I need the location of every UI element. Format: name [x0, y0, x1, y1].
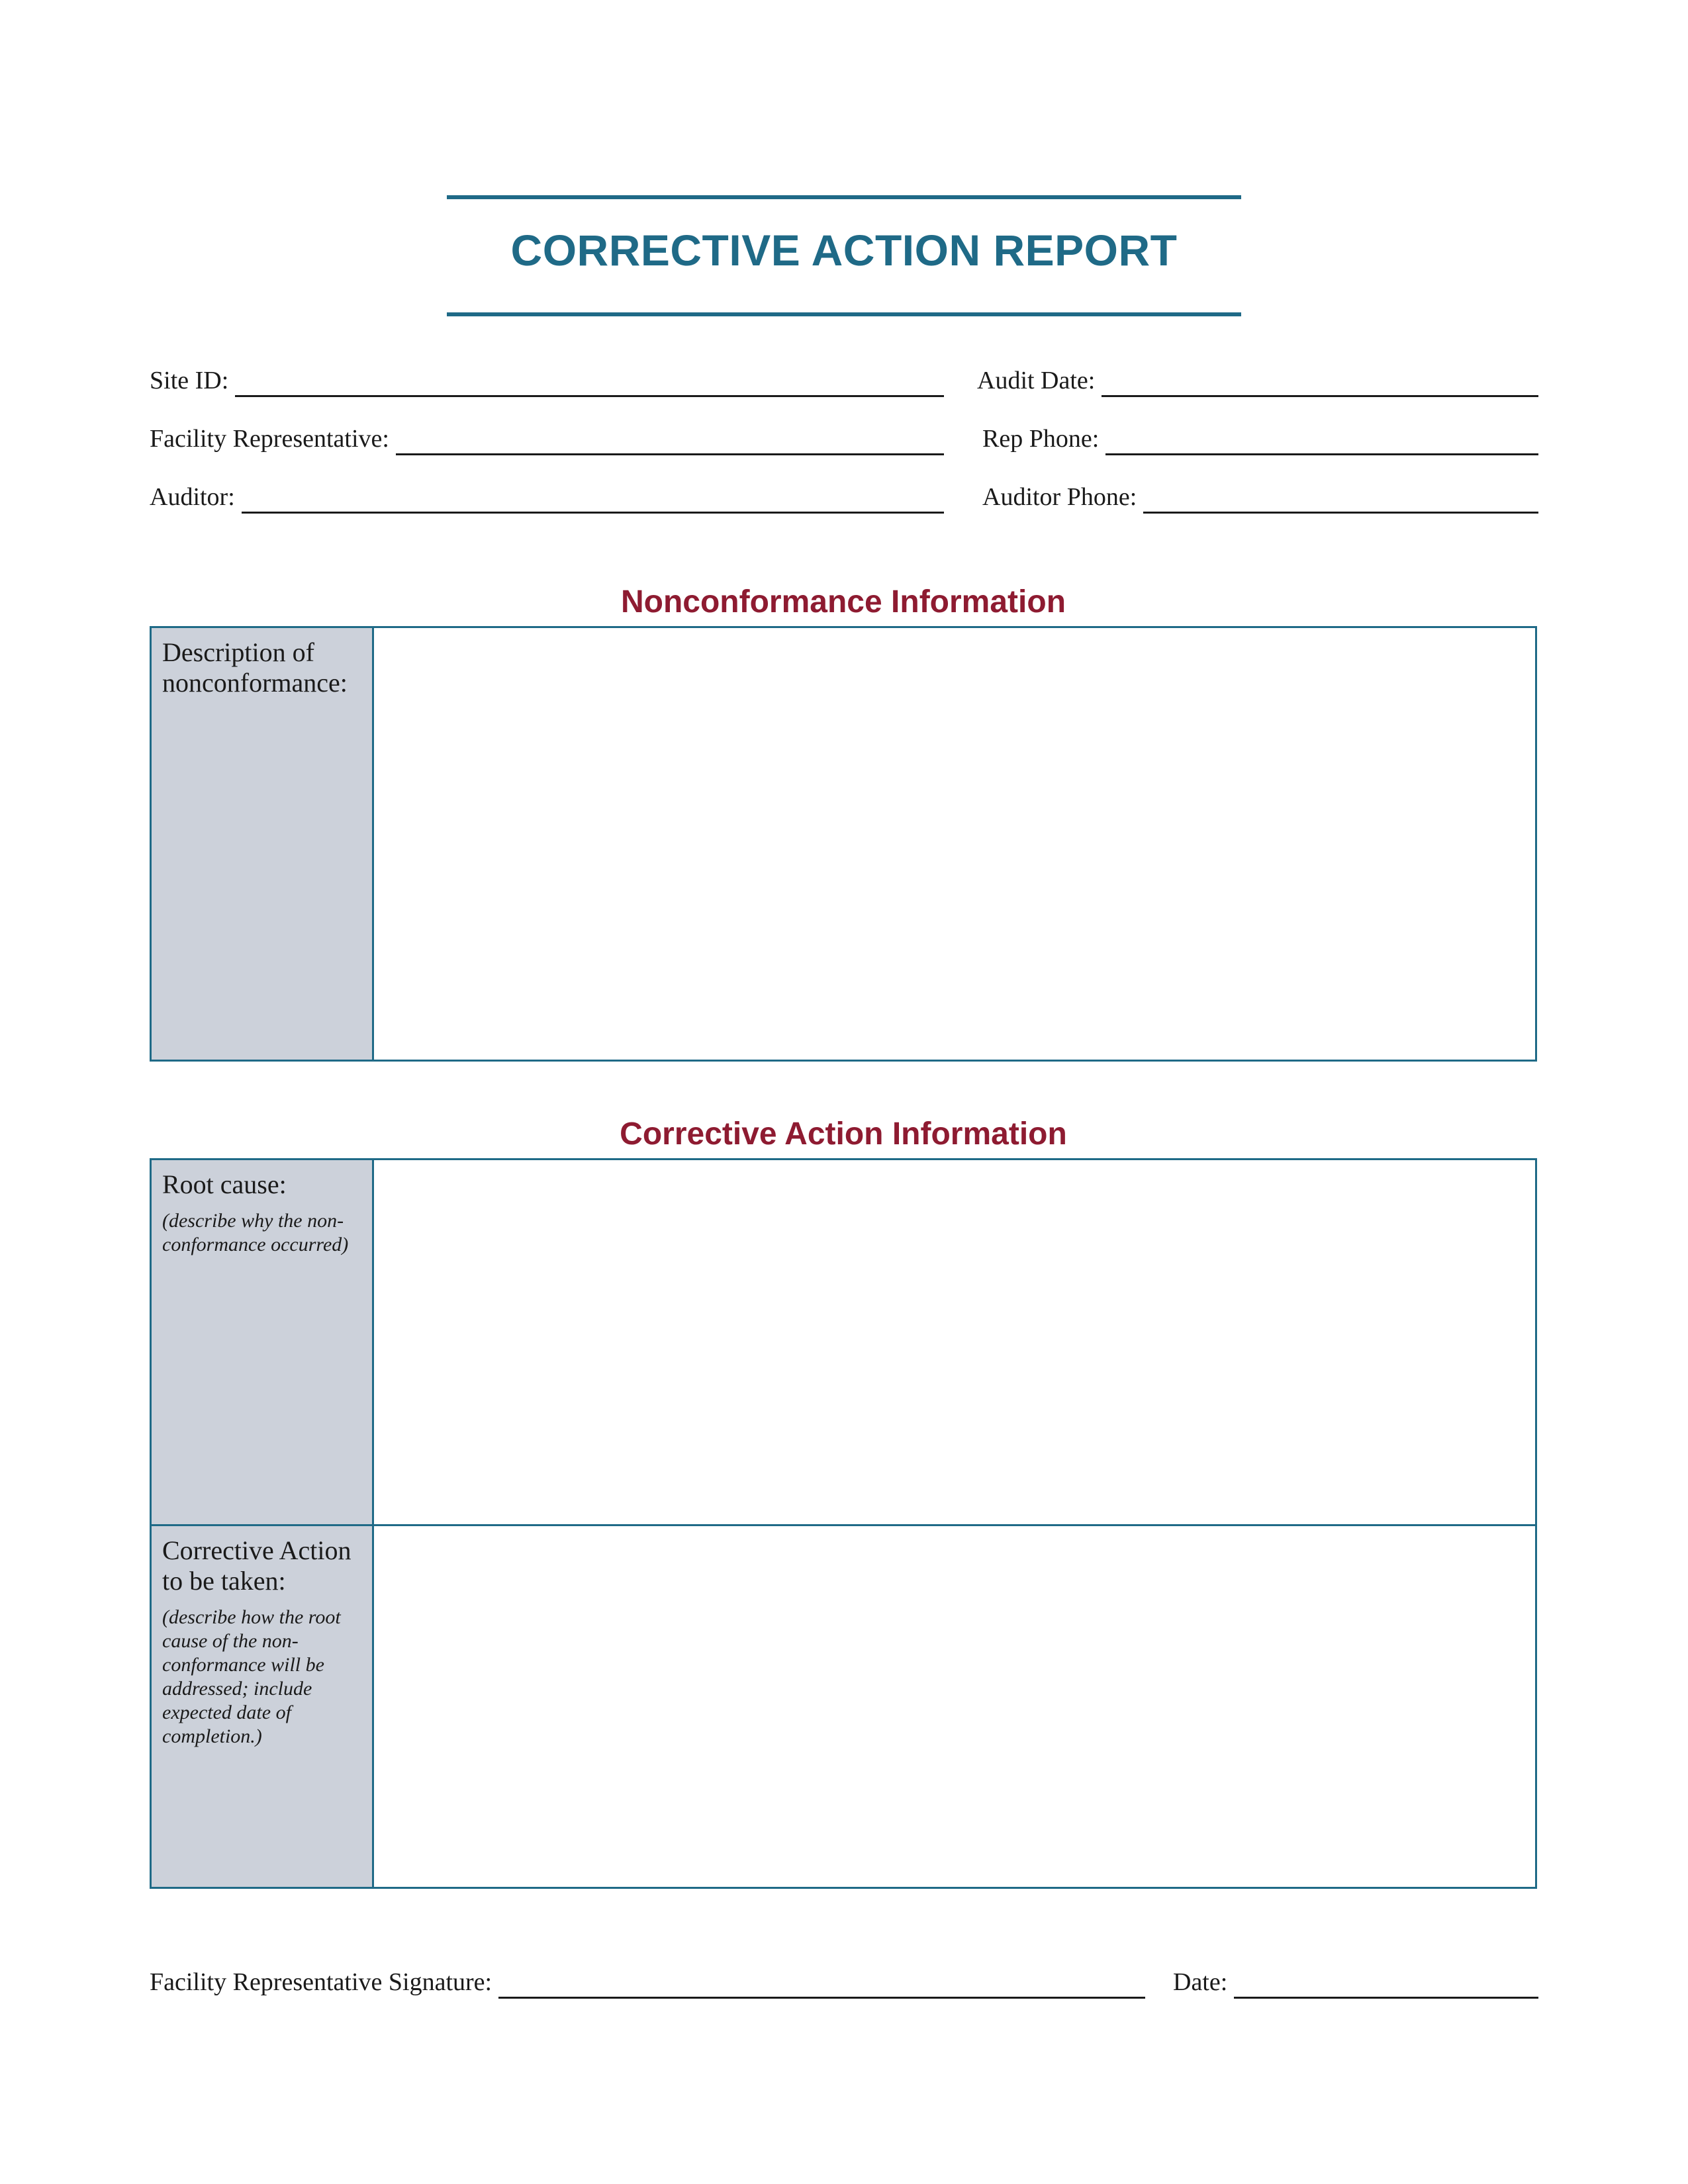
date-field[interactable]	[1173, 1959, 1538, 1999]
root-cause-label: Root cause:	[162, 1169, 287, 1199]
nonconformance-heading: Nonconformance Information	[620, 584, 1066, 619]
title-rule-bottom	[447, 312, 1241, 316]
title-rule-top	[447, 195, 1241, 199]
auditor-phone-line[interactable]	[1143, 511, 1538, 514]
description-label-cell	[152, 628, 374, 1060]
action-label: Corrective Action to be taken:	[162, 1535, 352, 1596]
action-hint: (describe how the root cause of the non-conformance will be addressed; include expected date of completion.)	[162, 1606, 341, 1747]
date-label: Date:	[1173, 1968, 1228, 1996]
audit-date-label: Audit Date:	[977, 367, 1096, 394]
rep-phone-field[interactable]	[982, 416, 1538, 455]
description-answer-area[interactable]	[374, 628, 1535, 1060]
site-id-line[interactable]	[235, 394, 944, 397]
nonconformance-box	[150, 626, 1537, 1062]
corrective-action-box	[150, 1158, 1537, 1889]
audit-date-line[interactable]	[1102, 394, 1538, 397]
auditor-phone-label: Auditor Phone:	[982, 483, 1137, 511]
action-label-cell	[152, 1526, 374, 1887]
root-cause-hint: (describe why the non-conformance occurred)	[162, 1210, 349, 1255]
action-answer-area[interactable]	[374, 1526, 1535, 1887]
root-cause-answer-area[interactable]	[374, 1160, 1535, 1524]
action-row	[152, 1526, 1535, 1887]
root-cause-label-cell	[152, 1160, 374, 1524]
signature-label: Facility Representative Signature:	[150, 1968, 492, 1996]
site-id-label: Site ID:	[150, 367, 229, 394]
auditor-label: Auditor:	[150, 483, 235, 511]
signature-field[interactable]	[150, 1959, 1145, 1999]
signature-line[interactable]	[498, 1996, 1145, 1999]
corrective-action-heading: Corrective Action Information	[620, 1116, 1067, 1152]
auditor-line[interactable]	[242, 511, 944, 514]
page-title: CORRECTIVE ACTION REPORT	[510, 226, 1178, 275]
audit-date-field[interactable]	[977, 357, 1538, 397]
auditor-phone-field[interactable]	[982, 474, 1538, 514]
site-id-field[interactable]	[150, 357, 944, 397]
rep-phone-label: Rep Phone:	[982, 425, 1100, 453]
facility-rep-label: Facility Representative:	[150, 425, 389, 453]
facility-rep-line[interactable]	[396, 453, 944, 455]
rep-phone-line[interactable]	[1105, 453, 1538, 455]
facility-rep-field[interactable]	[150, 416, 944, 455]
date-line[interactable]	[1234, 1996, 1538, 1999]
root-cause-row	[152, 1160, 1535, 1524]
description-label: Description of nonconformance:	[162, 637, 348, 698]
auditor-field[interactable]	[150, 474, 944, 514]
description-row	[152, 628, 1535, 1060]
